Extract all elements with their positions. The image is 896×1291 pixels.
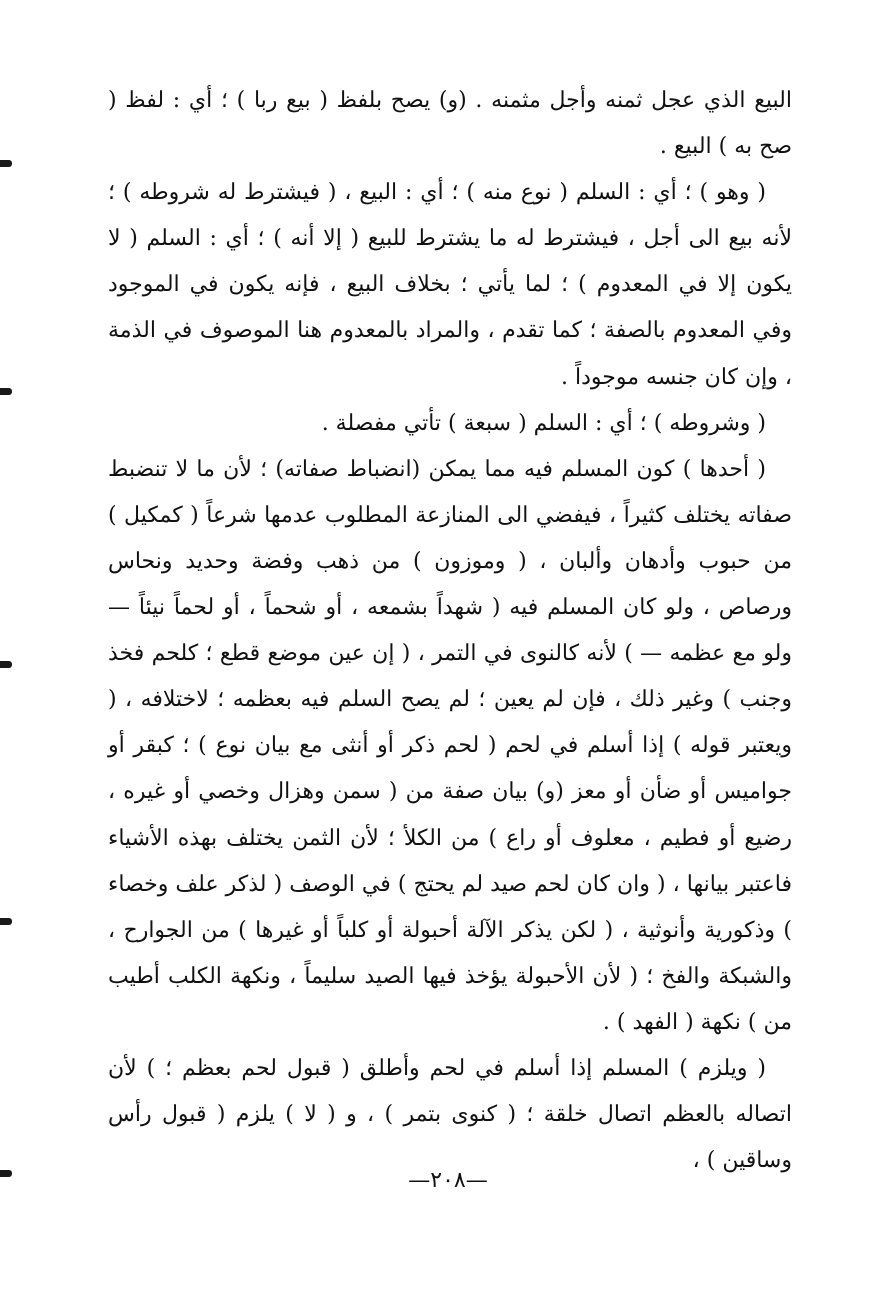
paragraph: ( ويلزم ) المسلم إذا أسلم في لحم وأطلق ( قبول لحم بعظم ؛ ) لأن اتصاله بالعظم اتصال خلقة ؛ ( كنوى بتمر ) ، و ( لا ) يلزم ( قبول رأس وساقين ) ، bbox=[108, 1055, 792, 1174]
scan-edge-mark bbox=[0, 160, 12, 167]
scan-edge-mark bbox=[0, 661, 12, 668]
scan-edge-mark bbox=[0, 918, 12, 925]
body-text bbox=[108, 78, 792, 1184]
paragraph: ( أحدها ) كون المسلم فيه مما يمكن (انضباط صفاته) ؛ لأن ما لا تنضبط صفاته يختلف كثيراً ، فيفضي الى المنازعة المطلوب عدمها شرعاً ( كمكيل ) من حبوب وأدهان وألبان ، ( وموزون ) من ذهب وفضة وحديد ونحاس ورصاص ، ولو كان المسلم فيه ( شهداً بشمعه ، أو شحماً ، أو لحماً نيئاً — ولو مع عظمه — ) لأنه كالنوى في التمر ، ( إن عين موضع قطع ؛ كلحم فخذ وجنب ) وغير ذلك ، فإن لم يعين ؛ لم يصح السلم فيه بعظمه ؛ لاختلافه ، ( ويعتبر قوله ) إذا أسلم في لحم ( لحم ذكر أو أنثى مع بيان نوع ) ؛ كبقر أو جواميس أو ضأن أو معز (و) بيان صفة من ( سمن وهزال وخصي أو غيره ، رضيع أو فطيم ، معلوف أو راع ) من الكلأ ؛ لأن الثمن يختلف بهذه الأشياء فاعتبر بيانها ، ( وان كان لحم صيد لم يحتج ) في الوصف ( لذكر علف وخصاء ) وذكورية وأنوثية ، ( لكن يذكر الآلة أحبولة أو كلباً أو غيرها ) من الجوارح ، والشبكة والفخ ؛ ( لأن الأحبولة يؤخذ فيها الصيد سليماً ، ونكهة الكلب أطيب من ) نكهة ( الفهد ) . bbox=[108, 456, 792, 1035]
paragraph: ( وهو ) ؛ أي : السلم ( نوع منه ) ؛ أي : البيع ، ( فيشترط له شروطه ) ؛ لأنه بيع الى أجل ، فيشترط له ما يشترط للبيع ( إلا أنه ) ؛ أي : السلم ( لا يكون إلا في المعدوم ) ؛ لما يأتي ؛ بخلاف البيع ، فإنه يكون في الموجود وفي المعدوم بالصفة ؛ كما تقدم ، والمراد بالمعدوم هنا الموصوف في الذمة ، وإن كان جنسه موجوداً . bbox=[108, 180, 792, 390]
scan-edge-mark bbox=[0, 388, 12, 395]
paragraph: البيع الذي عجل ثمنه وأجل مثمنه . (و) يصح بلفظ ( بيع ربا ) ؛ أي : لفظ ( صح به ) البيع . bbox=[108, 88, 792, 160]
page-number: —٢٠٨— bbox=[408, 1168, 488, 1193]
paragraph: ( وشروطه ) ؛ أي : السلم ( سبعة ) تأتي مفصلة . bbox=[321, 410, 766, 436]
